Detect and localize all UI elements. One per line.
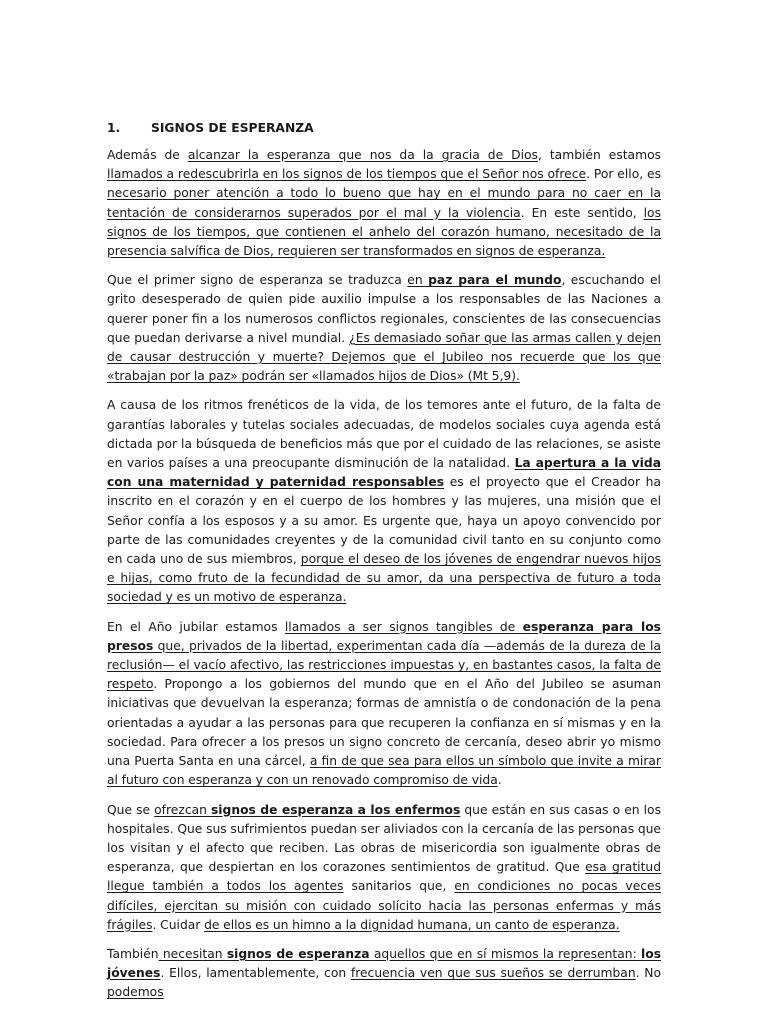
underlined-text: a fin de que sea para ellos un símbolo que invite a mirar al futuro con esperanza y con un renovado compromiso de vida <box>107 754 661 788</box>
body-text: Que el primer signo de esperanza se traduzca <box>107 273 408 288</box>
section-number: 1. <box>107 121 121 135</box>
paragraph <box>107 146 661 261</box>
underlined-text: aquellos que en sí mismos la representan: <box>369 946 642 961</box>
body-text: Que se <box>107 802 155 817</box>
underlined-text: que, privados de la libertad, experimentan cada día —además de la dureza de la reclusión— el vacío afectivo, las restricciones impuestas y, en bastantes casos, la falta de respeto <box>107 638 661 692</box>
body-text: es el proyecto que el Creador ha inscrito en el corazón y en el cuerpo de los hombres y las mujeres, una misión que el Señor confía a los esposos y a su amor. Es urgente que, haya un apoyo convencido por parte de las comunidades creyentes y de la comunidad civil tanto en su conjunto como en cada uno de sus miembros, <box>107 475 662 567</box>
body-text: que están en sus casas o en los hospitales. Que sus sufrimientos puedan ser aliviados con la cercanía de las personas que los visitan y el afecto que reciben. Las obras de misericordia son igualmente obras de esperanza, que despiertan en los corazones sentimientos de gratitud. Que <box>107 802 661 875</box>
emphasis-text: paz para el mundo <box>428 273 562 288</box>
underlined-text: ofrezcan <box>154 802 211 817</box>
underlined-text: podemos <box>107 985 164 1000</box>
document-body <box>107 146 661 1003</box>
body-text: También <box>107 946 159 961</box>
underlined-text: llamados a ser signos tangibles de <box>284 619 523 634</box>
paragraph <box>107 945 661 1003</box>
body-text: , también estamos <box>537 148 662 162</box>
body-text: . En este sentido, <box>520 205 644 220</box>
underlined-text: alcanzar la esperanza que nos da la gracia de Dios <box>187 148 538 162</box>
body-text: En el Año jubilar estamos <box>107 619 285 634</box>
underlined-text: en condiciones no pocas veces difíciles, ejercitan su misión con cuidado solícito hacia las personas enfermas y más frágiles <box>107 879 662 932</box>
underlined-text: en <box>407 273 429 288</box>
body-text: sanitarios que, <box>343 879 455 894</box>
body-text: , escuchando el grito desesperado de quien pide auxilio impulse a los responsables de las Naciones a querer poner fin a los numerosos conflictos regionales, conscientes de las consecuencias que puedan derivarse a nivel mundial. <box>107 273 661 345</box>
underlined-text: frecuencia ven que sus sueños se derrumban <box>350 966 636 981</box>
document-page <box>107 120 661 1013</box>
body-text: . No <box>635 966 661 981</box>
emphasis-text: La apertura a la vida con una maternidad y paternidad responsables <box>107 456 661 490</box>
body-text: . Cuidar <box>152 917 205 932</box>
section-title: SIGNOS DE ESPERANZA <box>151 121 314 135</box>
underlined-text: porque el deseo de los jóvenes de engendrar nuevos hijos e hijas, como fruto de la fecundidad de su amor, da una perspectiva de futuro a toda sociedad y es un motivo de esperanza. <box>107 552 662 605</box>
body-text: . Ellos, lamentablemente, con <box>160 966 351 981</box>
paragraph <box>107 271 661 386</box>
underlined-text: esa gratitud llegue también a todos los agentes <box>107 860 662 894</box>
body-text: . Propongo a los gobiernos del mundo que en el Año del Jubileo se asuman iniciativas que devuelvan la esperanza; formas de amnistía o de condonación de la pena orientadas a ayudar a las personas para que recuperen la confianza en sí mismas y en la sociedad. Para ofrecer a los presos un signo concreto de cercanía, deseo abrir yo mismo una Puerta Santa en una cárcel, <box>107 677 661 769</box>
paragraph <box>107 618 661 791</box>
underlined-text: de ellos es un himno a la dignidad humana, un canto de esperanza. <box>204 917 620 932</box>
paragraph <box>107 396 661 607</box>
underlined-text: los signos de los tiempos, que contienen el anhelo del corazón humano, necesitado de la presencia salvífica de Dios, requieren ser transformados en signos de esperanza. <box>107 205 661 259</box>
underlined-text: necesitan <box>158 946 227 961</box>
underlined-text: necesario poner atención a todo lo bueno que hay en el mundo para no caer en la tentación de considerarnos superados por el mal y la violencia <box>107 186 661 220</box>
body-text: . <box>497 773 502 788</box>
emphasis-text: signos de esperanza a los enfermos <box>210 802 461 817</box>
emphasis-text: esperanza para los presos <box>107 619 661 653</box>
body-text: A causa de los ritmos frenéticos de la vida, de los temores ante el futuro, de la falta de garantías laborales y tutelas sociales adecuadas, de modelos sociales cuya agenda está dictada por la búsqueda de beneficios más que por el cuidado de las relaciones, se asiste en varios países a una preocupante disminución de la natalidad. <box>107 398 661 471</box>
underlined-text: ¿Es demasiado soñar que las armas callen y dejen de causar destrucción y muerte? Dejemos que el Jubileo nos recuerde que los que «trabajan por la paz» podrán ser «llamados hijos de Dios» (Mt 5,9). <box>107 330 661 384</box>
paragraph <box>107 801 661 935</box>
emphasis-text: signos de esperanza <box>226 946 370 961</box>
emphasis-text: los jóvenes <box>107 946 662 981</box>
underlined-text: llamados a redescubrirla en los signos de los tiempos que el Señor nos ofrece <box>107 167 587 182</box>
body-text: . Por ello, es <box>586 167 661 182</box>
body-text: Además de <box>107 148 188 162</box>
section-heading <box>107 120 661 136</box>
